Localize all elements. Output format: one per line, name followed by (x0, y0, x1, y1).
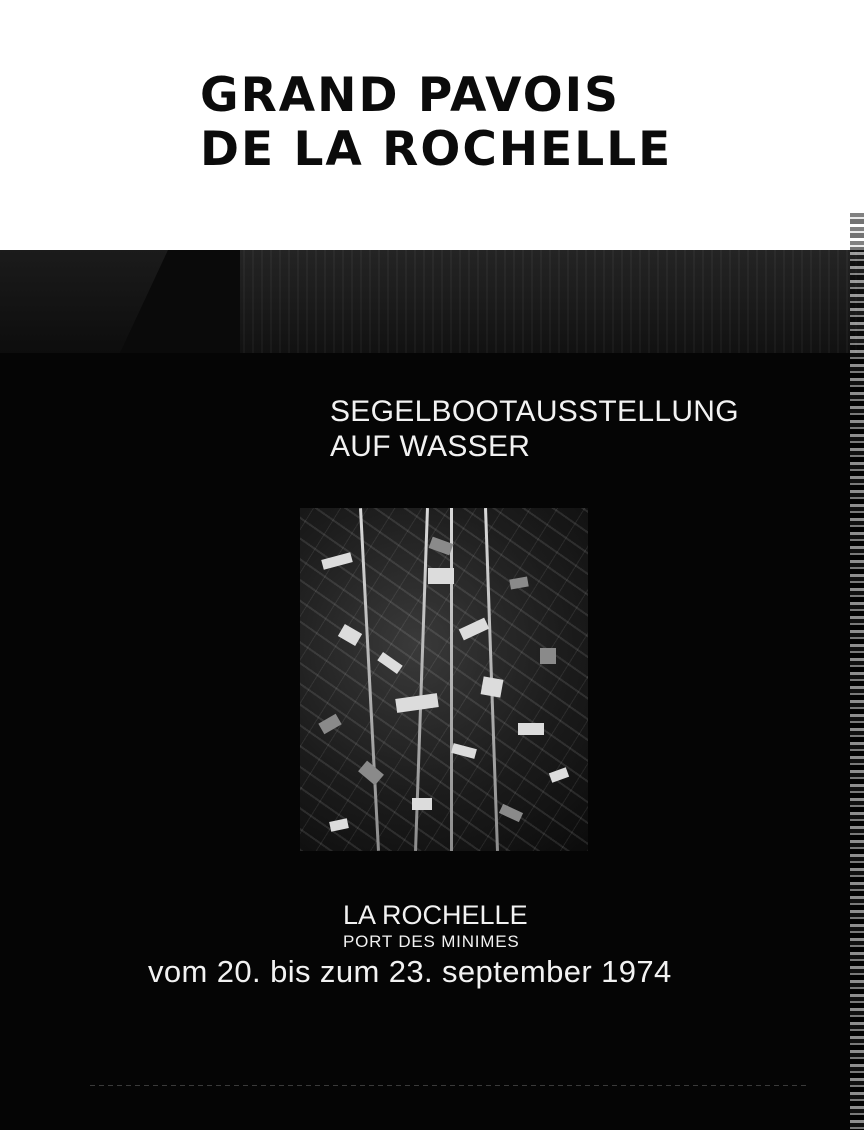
signal-flag (540, 648, 556, 664)
event-dates: vom 20. bis zum 23. september 1974 (148, 954, 672, 989)
signal-flag (338, 624, 362, 646)
title-line-2: DE LA ROCHELLE (200, 122, 673, 177)
header-area (0, 0, 864, 250)
signal-flag (451, 743, 477, 759)
signal-flag (321, 552, 353, 569)
mast-line (359, 508, 380, 851)
signal-flag (395, 693, 439, 713)
signal-flag (377, 652, 402, 674)
harbor-photo-band (0, 250, 864, 353)
signal-flag (549, 767, 569, 783)
flags-photo (300, 508, 588, 851)
mast-line (450, 508, 453, 851)
signal-flag (358, 761, 384, 786)
location-city: LA ROCHELLE (343, 900, 528, 930)
signal-flag (329, 818, 349, 832)
subtitle-line-2: AUF WASSER (330, 430, 531, 463)
signal-flag (499, 804, 523, 822)
signal-flag (412, 798, 432, 810)
signal-flag (318, 714, 341, 734)
torn-page-edge (850, 210, 864, 1130)
location-port: PORT DES MINIMES (343, 932, 520, 951)
signal-flag (518, 723, 544, 735)
title-line-1: GRAND PAVOIS (200, 68, 621, 123)
signal-flag (481, 676, 504, 697)
signal-flag (509, 577, 528, 590)
subtitle-line-1: SEGELBOOTAUSSTELLUNG (330, 395, 739, 428)
signal-flag (459, 618, 489, 641)
bottom-faint-rule (90, 1085, 810, 1086)
signal-flag (428, 568, 454, 584)
